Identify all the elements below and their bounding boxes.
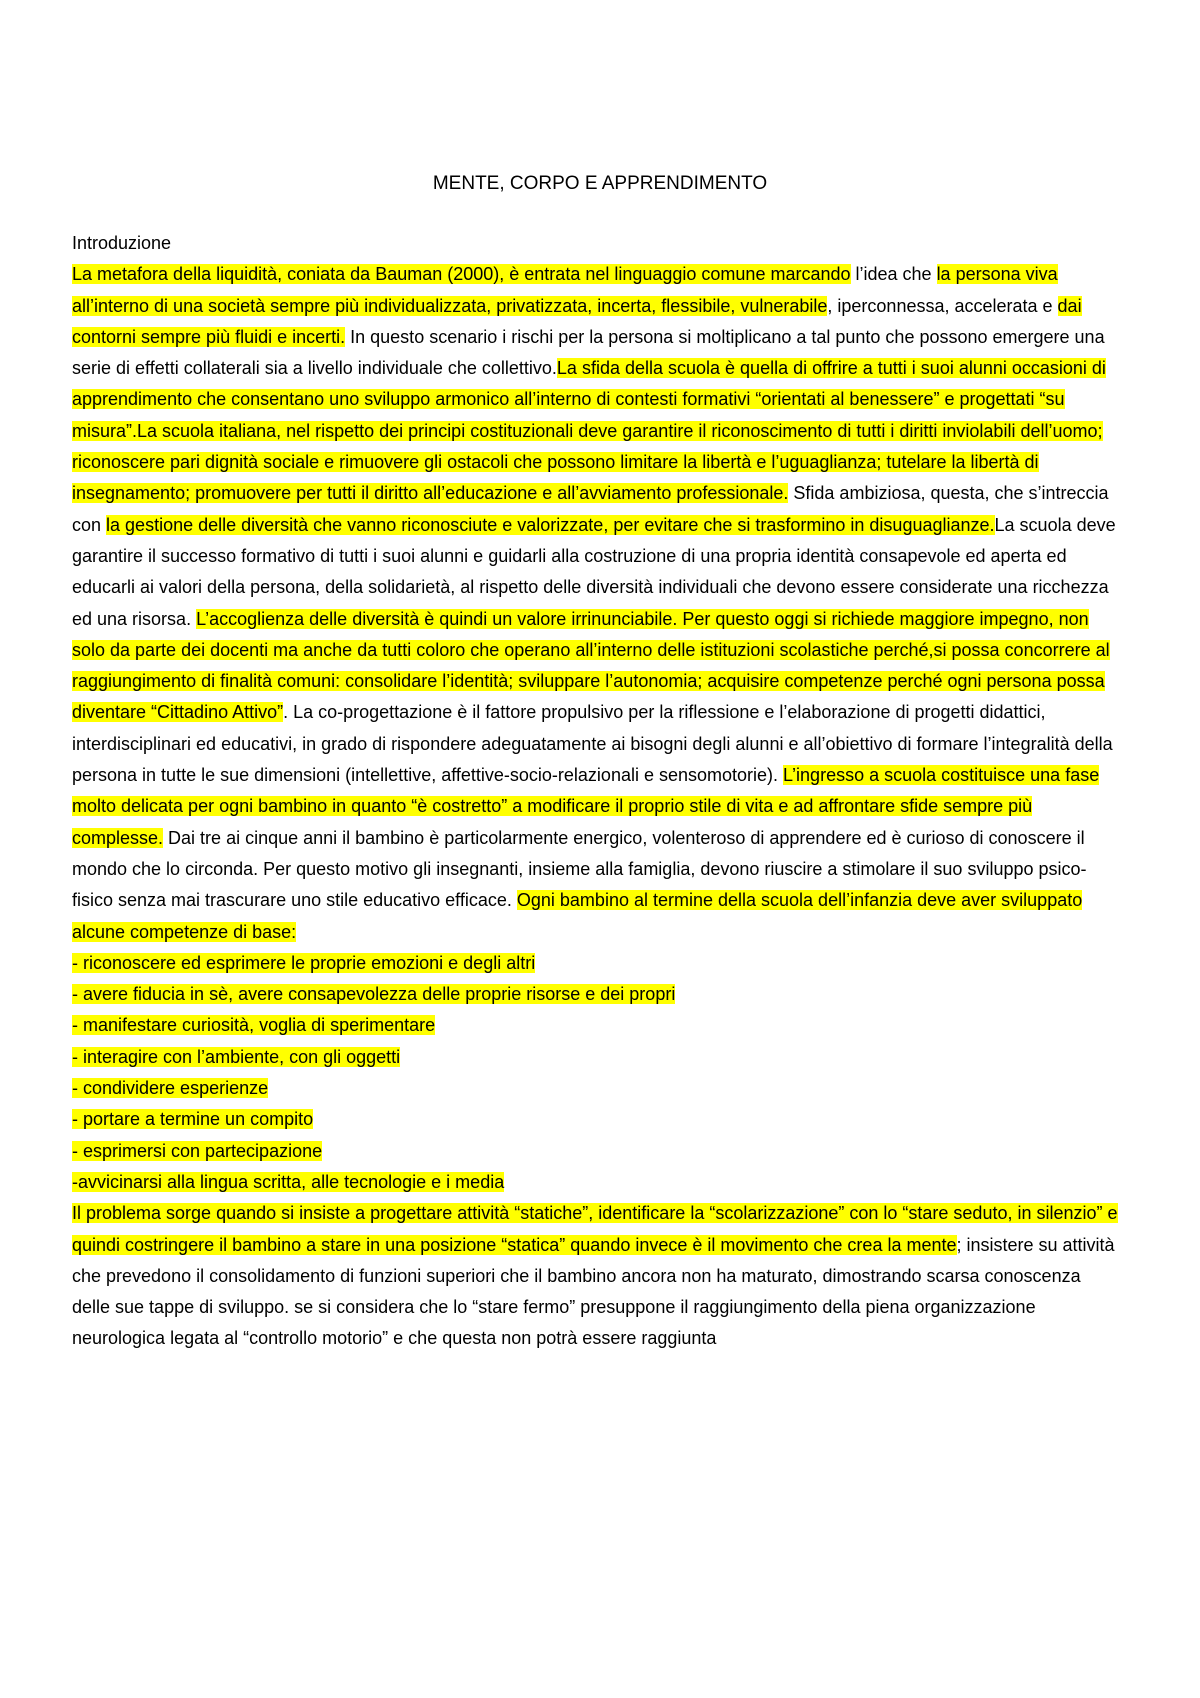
- document-body: [72, 228, 1122, 1355]
- text-run: La sfida della scuola è quella di offrire a tutti i suoi alunni occasioni di apprendimento che consentano uno sviluppo armonico all’interno di contesti formativi “orientati al benessere” e progettati “su misura”.La scuola italiana, nel rispetto dei principi costituzionali deve garantire il riconoscimento di tutti i diritti inviolabili dell’uomo; riconoscere pari dignità sociale e rimuovere gli ostacoli che possono limitare la libertà e l’uguaglianza; tutelare la libertà di insegnamento; promuovere per tutti il diritto all’educazione e all’avviamento professionale.: [72, 358, 1106, 504]
- list-item: [72, 1073, 1122, 1104]
- list-item: [72, 948, 1122, 979]
- text-run: ; insistere su attività che prevedono il consolidamento di funzioni superiori che il bambino ancora non ha maturato, dimostrando scarsa conoscenza delle sue tappe di sviluppo. se si considera che lo “stare fermo” presuppone il raggiungimento della piena organizzazione neurologica legata al “controllo motorio” e che questa non potrà essere raggiunta: [72, 1234, 1115, 1349]
- list-item: [72, 1042, 1122, 1073]
- list-item: [72, 1104, 1122, 1135]
- text-run: l’idea che: [850, 264, 937, 285]
- list-item-text: - condividere esperienze: [72, 1078, 269, 1099]
- paragraph-intro: [72, 259, 1122, 948]
- text-run: Ogni bambino al termine della scuola dell’infanzia deve aver sviluppato alcune competenze di base:: [72, 890, 1083, 942]
- text-run: Sfida ambiziosa, questa, che s’intreccia con: [72, 483, 1109, 535]
- text-run: la gestione delle diversità che vanno riconosciute e valorizzate, per evitare che si trasformino in disuguaglianze.: [106, 514, 995, 535]
- paragraph-problem: [72, 1198, 1122, 1354]
- text-run: In questo scenario i rischi per la persona si moltiplicano a tal punto che possono emergere una serie di effetti collaterali sia a livello individuale che collettivo.: [72, 326, 1105, 379]
- list-item-text: -avvicinarsi alla lingua scritta, alle tecnologie e i media: [72, 1171, 505, 1192]
- competence-list: [72, 948, 1122, 1198]
- list-item: [72, 1010, 1122, 1041]
- list-item: [72, 1136, 1122, 1167]
- list-item-text: - portare a termine un compito: [72, 1109, 314, 1130]
- text-run: La scuola deve garantire il successo formativo di tutti i suoi alunni e guidarli alla costruzione di una propria identità consapevole ed aperta ed educarli ai valori della persona, della solidarietà, al rispetto delle diversità individuali che devono essere considerate una ricchezza ed una risorsa.: [72, 514, 1116, 629]
- list-item: [72, 979, 1122, 1010]
- text-run: la persona viva all’interno di una società sempre più individualizzata, privatizzata, incerta, flessibile, vulnerabile: [72, 264, 1058, 316]
- text-run: dai contorni sempre più fluidi e incerti.: [72, 295, 1082, 347]
- text-run: , iperconnessa, accelerata e: [827, 295, 1058, 316]
- list-item-text: - manifestare curiosità, voglia di sperimentare: [72, 1015, 436, 1036]
- list-item-text: - esprimersi con partecipazione: [72, 1140, 323, 1161]
- text-run: . La co-progettazione è il fattore propulsivo per la riflessione e l’elaborazione di progetti didattici, interdisciplinari ed educativi, in grado di rispondere adeguatamente ai bisogni degli alunni e all’obiettivo di formare l’integralità della persona in tutte le sue dimensioni (intellettive, affettive-socio-relazionali e sensomotorie).: [72, 702, 1113, 786]
- text-run: Il problema sorge quando si insiste a progettare attività “statiche”, identificare la “scolarizzazione” con lo “stare seduto, in silenzio” e quindi costringere il bambino a stare in una posizione “statica” quando invece è il movimento che crea la mente: [72, 1203, 1118, 1255]
- document-title: MENTE, CORPO E APPRENDIMENTO: [432, 173, 768, 194]
- list-item-text: - riconoscere ed esprimere le proprie emozioni e degli altri: [72, 952, 536, 973]
- section-heading: Introduzione: [72, 233, 172, 253]
- text-run: L’accoglienza delle diversità è quindi un valore irrinunciabile. Per questo oggi si richiede maggiore impegno, non solo da parte dei docenti ma anche da tutti coloro che operano all’interno delle istituzioni scolastiche perché,si possa concorrere al raggiungimento di finalità comuni: consolidare l’identità; sviluppare l’autonomia; acquisire competenze perché ogni persona possa diventare “Cittadino Attivo”: [72, 608, 1110, 723]
- list-item-text: - interagire con l’ambiente, con gli oggetti: [72, 1046, 401, 1067]
- text-run: Dai tre ai cinque anni il bambino è particolarmente energico, volenteroso di apprendere ed è curioso di conoscere il mondo che lo circonda. Per questo motivo gli insegnanti, insieme alla famiglia, devono riuscire a stimolare il suo sviluppo psico-fisico senza mai trascurare uno stile educativo efficace.: [72, 827, 1087, 911]
- text-run: L’ingresso a scuola costituisce una fase molto delicata per ogni bambino in quanto “è costretto” a modificare il proprio stile di vita e ad affrontare sfide sempre più complesse.: [72, 765, 1100, 848]
- text-run: La metafora della liquidità, coniata da Bauman (2000), è entrata nel linguaggio comune marcando: [72, 264, 851, 285]
- list-item-text: - avere fiducia in sè, avere consapevolezza delle proprie risorse e dei propri: [72, 984, 676, 1005]
- list-item: [72, 1167, 1122, 1198]
